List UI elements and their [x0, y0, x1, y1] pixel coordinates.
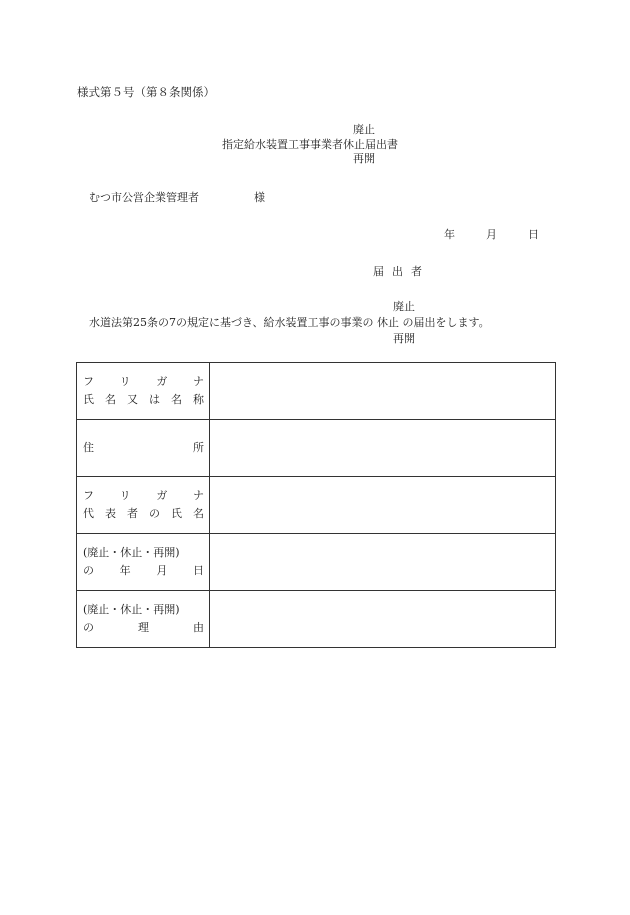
- document-title: 指定給水装置工事事業者休止届出書: [222, 138, 398, 151]
- row-label-char: 名: [105, 393, 116, 406]
- row-label-char: 由: [193, 621, 204, 634]
- row-label-char: 住: [83, 441, 94, 454]
- recipient-honorific: 様: [254, 191, 265, 204]
- row-label-char: 氏: [171, 507, 182, 520]
- form-number: 様式第５号（第８条関係）: [77, 85, 215, 99]
- row-label-line: [83, 544, 204, 562]
- row-label-char: 月: [156, 564, 168, 577]
- row-label-char: 所: [193, 441, 204, 454]
- row-label: [77, 534, 210, 591]
- row-label-line: [83, 601, 204, 619]
- table-row: [77, 477, 556, 534]
- table-row: [77, 363, 556, 420]
- row-value-field[interactable]: [210, 534, 556, 591]
- row-label-char: 名: [193, 507, 204, 520]
- row-label: [77, 363, 210, 420]
- row-label-char: 者: [127, 507, 138, 520]
- row-label-line: [83, 373, 204, 391]
- row-label-char: 日: [192, 564, 204, 577]
- title-option-abolish: 廃止: [353, 123, 375, 136]
- row-label-char: リ: [119, 489, 131, 502]
- info-table: [76, 362, 556, 648]
- row-value-field[interactable]: [210, 363, 556, 420]
- statement-option-resume: 再開: [393, 332, 415, 345]
- row-label-line: [83, 562, 204, 580]
- row-label-line: [83, 505, 204, 523]
- row-label-char: ガ: [156, 489, 168, 502]
- title-option-resume: 再開: [353, 152, 375, 165]
- row-value-field[interactable]: [210, 477, 556, 534]
- row-label-char: ガ: [156, 375, 168, 388]
- row-label-char: フ: [83, 489, 94, 502]
- row-label-line: [83, 619, 204, 637]
- row-label-char: ナ: [192, 375, 204, 388]
- row-label-line: [83, 391, 204, 409]
- table-row: [77, 420, 556, 477]
- row-label-char: (廃止・休止・再開): [83, 546, 180, 559]
- row-label-line: [83, 439, 204, 457]
- row-label-char: の: [83, 564, 94, 577]
- recipient-name: むつ市公営企業管理者: [89, 191, 199, 204]
- row-label-char: 又: [127, 393, 138, 406]
- row-label-char: 年: [119, 564, 131, 577]
- row-label-char: リ: [119, 375, 131, 388]
- notifier-label: 届出者: [373, 265, 430, 278]
- row-label-char: 代: [83, 507, 94, 520]
- row-label-char: 名: [171, 393, 182, 406]
- statement-text: 水道法第25条の7の規定に基づき、給水装置工事の事業の 休止 の届出をします。: [89, 316, 490, 329]
- row-label-char: 理: [138, 621, 149, 634]
- row-label-char: 表: [105, 507, 116, 520]
- statement-option-abolish: 廃止: [393, 300, 415, 313]
- date-year: 年: [444, 228, 455, 241]
- row-label-char: 氏: [83, 393, 94, 406]
- row-label-char: 称: [193, 393, 204, 406]
- table-row: [77, 534, 556, 591]
- row-label-line: [83, 487, 204, 505]
- row-label-char: の: [149, 507, 160, 520]
- row-label-char: ナ: [192, 489, 204, 502]
- table-row: [77, 591, 556, 648]
- row-label: [77, 591, 210, 648]
- date-day: 日: [528, 228, 539, 241]
- date-month: 月: [486, 228, 497, 241]
- row-label-char: は: [149, 393, 160, 406]
- date-line: [444, 226, 539, 242]
- row-label-char: フ: [83, 375, 94, 388]
- row-value-field[interactable]: [210, 420, 556, 477]
- row-label-char: (廃止・休止・再開): [83, 603, 180, 616]
- row-label-char: の: [83, 621, 94, 634]
- row-label: [77, 477, 210, 534]
- row-value-field[interactable]: [210, 591, 556, 648]
- row-label: [77, 420, 210, 477]
